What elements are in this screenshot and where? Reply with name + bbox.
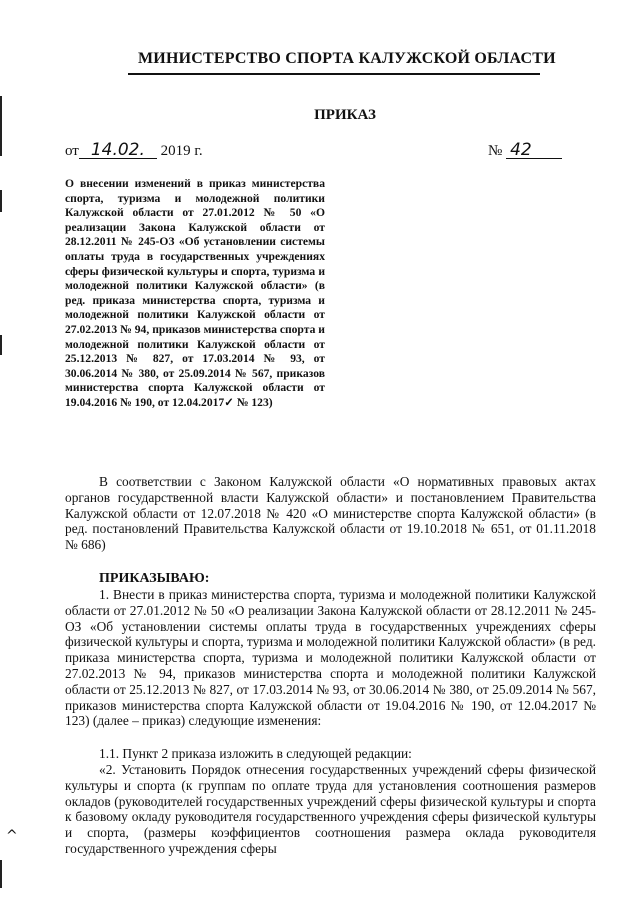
number-prefix: №	[488, 143, 503, 159]
order-heading: ПРИКАЗ	[314, 107, 376, 123]
scan-edge-mark	[0, 96, 2, 156]
item-2-paragraph: «2. Установить Порядок отнесения государственных учреждений сферы физической культуры и спорта (к группам по оплате труда для установления соотношения размеров окладов (руководителей государственных учреждений сферы физической культуры и спорта к базовому окладу руководителя государственного учреждения сферы физической культуры и спорта, (размеры коэффициентов соотношения размера оклада руководителя государственного учреждения сферы	[65, 762, 596, 856]
scan-edge-mark	[0, 190, 2, 212]
order-subject: О внесении изменений в приказ министерства спорта, туризма и молодежной политики Калужской области от 27.01.2012 № 50 «О реализации Закона Калужской области от 28.12.2011 № 245-ОЗ «Об установлении системы оплаты труда в государственных учреждениях сферы физической культуры и спорта, туризма и молодежной политики Калужской области» (в ред. приказа министерства спорта, туризма и молодежной политики Калужской области от 27.02.2013 № 94, приказов министерства спорта и молодежной политики Калужской области от 25.12.2013 № 827, от 17.03.2014 № 93, от 30.06.2014 № 380, от 25.09.2014 № 567, приказов министерства спорта Калужской области от 19.04.2016 № 190, от 12.04.2017✓ № 123)	[65, 177, 325, 409]
order-number	[488, 140, 562, 160]
item-1-1-paragraph: 1.1. Пункт 2 приказа изложить в следующей редакции:	[99, 746, 412, 761]
scan-edge-mark	[0, 335, 2, 355]
date-prefix: от	[65, 143, 79, 159]
handwritten-date: 14.02.	[79, 143, 157, 159]
preamble-paragraph: В соответствии с Законом Калужской области «О нормативных правовых актах органов государственной власти Калужской области» и постановлением Правительства Калужской области от 12.07.2018 № 420 «О министерстве спорта Калужской области» (в ред. постановлений Правительства Калужской области от 19.10.2018 № 651, от 01.11.2018 № 686)	[65, 474, 596, 553]
order-word: ПРИКАЗЫВАЮ:	[99, 571, 210, 586]
handwritten-number: 42	[506, 143, 562, 159]
margin-mark: ^	[6, 828, 18, 844]
title-rule	[128, 73, 540, 75]
ministry-title: МИНИСТЕРСТВО СПОРТА КАЛУЖСКОЙ ОБЛАСТИ	[138, 50, 556, 67]
item-1-paragraph: 1. Внести в приказ министерства спорта, туризма и молодежной политики Калужской области от 27.01.2012 № 50 «О реализации Закона Калужской области от 28.12.2011 № 245-ОЗ «Об установлении системы оплаты труда в государственных учреждениях сферы физической культуры и спорта, туризма и молодежной политики Калужской области» (в ред. приказа министерства спорта, туризма и молодежной политики Калужской области от 27.02.2013 № 94, приказов министерства спорта и молодежной политики Калужской области от 25.12.2013 № 827, от 17.03.2014 № 93, от 30.06.2014 № 380, от 25.09.2014 № 567, приказов министерства спорта Калужской области от 19.04.2016 № 190, от 12.04.2017 № 123) (далее – приказ) следующие изменения:	[65, 587, 596, 729]
order-date	[65, 140, 203, 160]
scan-edge-mark	[0, 860, 2, 888]
date-suffix: 2019 г.	[160, 143, 203, 159]
